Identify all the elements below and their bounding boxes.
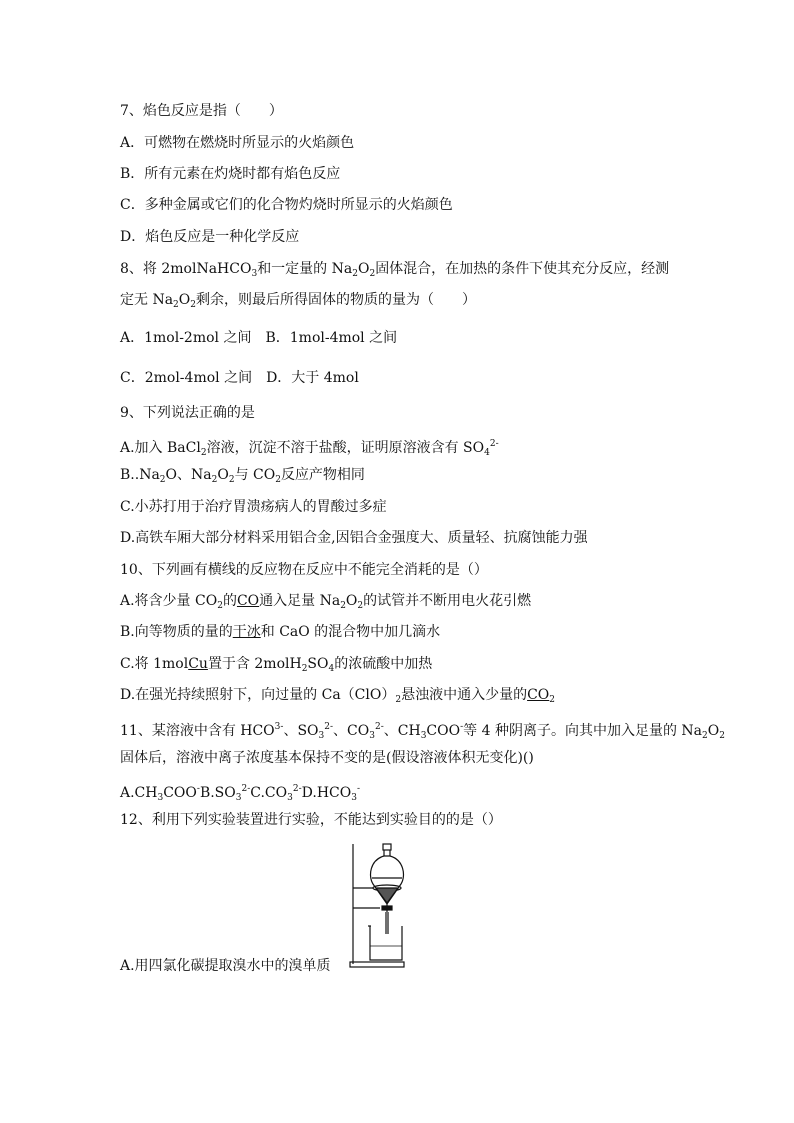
q8-stem-line1 xyxy=(120,259,669,284)
q8-options-ab-text: A．1mol-2mol 之间 B．1mol-4mol 之间 xyxy=(120,330,398,346)
q10-underlined-reactant xyxy=(527,687,555,703)
q10-underlined-reactant: Cu xyxy=(188,656,208,672)
q11-stem-line2-text: 固体后，溶液中离子浓度基本保持不变的是(假设溶液体积无变化)() xyxy=(120,750,534,766)
q10-text: 的浓硫酸中加热 xyxy=(334,656,433,672)
q11-sub: 3 xyxy=(318,731,325,741)
funnel-stopper xyxy=(383,844,391,850)
q11-text: COO xyxy=(426,723,461,739)
q9-sub: 4 xyxy=(484,448,490,458)
q8-text: 定无 Na xyxy=(120,292,174,308)
q11-text: COO xyxy=(163,785,197,801)
q11-sup: 2- xyxy=(324,722,334,732)
q7-option-b-text: B．所有元素在灼烧时都有焰色反应 xyxy=(120,166,341,182)
q11-text: O xyxy=(707,723,720,739)
q9-text: 反应产物相同 xyxy=(280,467,365,483)
q11-text: D.HCO xyxy=(301,785,352,801)
q11-sup: - xyxy=(356,784,360,794)
q10-text: 和 CaO 的混合物中加几滴水 xyxy=(260,624,441,640)
q11-stem-line2 xyxy=(120,748,534,768)
q9-text: O xyxy=(217,467,229,483)
q9-sub: 2 xyxy=(159,475,166,485)
q11-sup: 2- xyxy=(292,784,302,794)
q9-text: A.加入 BaCl xyxy=(120,440,201,456)
q10-option-b xyxy=(120,622,440,642)
q10-sub: 2 xyxy=(395,695,402,705)
q11-text: 、CO xyxy=(333,723,370,739)
q10-option-c xyxy=(120,654,432,679)
q8-options-cd-text: C．2mol-4mol 之间 D．大于 4mol xyxy=(120,370,359,386)
q10-sub: 2 xyxy=(301,664,308,674)
q10-text: D.在强光持续照射下，向过量的 Ca（ClO） xyxy=(120,687,396,703)
q10-sub: 2 xyxy=(217,601,223,611)
q10-option-a xyxy=(120,591,531,616)
q11-sub: 3 xyxy=(420,731,427,741)
q8-stem-line2 xyxy=(120,290,476,315)
q11-sup: - xyxy=(460,722,464,732)
q12-stem-text: 12、利用下列实验装置进行实验，不能达到实验目的的是（） xyxy=(120,812,502,828)
q11-text: C.CO xyxy=(250,785,288,801)
q11-text: 、SO xyxy=(283,723,319,739)
q12-stem xyxy=(120,810,502,830)
q11-text: 11、某溶液中含有 HCO xyxy=(120,723,275,739)
q7-option-c-text: C．多种金属或它们的化合物灼烧时所显示的火焰颜色 xyxy=(120,197,453,213)
q10-text: 置于含 2molH xyxy=(207,656,302,672)
q10-underlined-reactant: CO xyxy=(236,593,260,609)
q9-option-c-text: C.小苏打用于治疗胃溃疡病人的胃酸过多症 xyxy=(120,499,387,515)
q7-option-d-text: D．焰色反应是一种化学反应 xyxy=(120,229,300,245)
q8-text: O xyxy=(357,261,370,277)
q8-text: 和一定量的 Na xyxy=(257,261,353,277)
q11-text: 等 4 种阴离子。向其中加入足量的 Na xyxy=(463,723,702,739)
q8-text: 固体混合，在加热的条件下使其充分反应，经测 xyxy=(375,261,670,277)
q10-text: 的 xyxy=(222,593,237,609)
q10-text: B.向等物质的量的 xyxy=(120,624,233,640)
q8-sub: 2 xyxy=(352,269,358,279)
q10-text: 的试管并不断用电火花引燃 xyxy=(363,593,532,609)
q9-sub: 2 xyxy=(228,475,235,485)
q10-option-d xyxy=(120,685,555,710)
stopcock xyxy=(382,906,392,910)
q10-text: O xyxy=(345,593,358,609)
q11-sup: 2- xyxy=(374,722,384,732)
q10-sub: 4 xyxy=(328,664,335,674)
q12-option-a-text: A.用四氯化碳提取溴水中的溴单质 xyxy=(120,958,331,974)
q9-option-c xyxy=(120,497,387,517)
q9-text: 溶液，沉淀不溶于盐酸，证明原溶液含有 SO xyxy=(206,440,485,456)
q11-options xyxy=(120,779,360,808)
q9-option-a xyxy=(120,434,499,463)
q10-text: 通入足量 Na xyxy=(259,593,341,609)
q7-option-d xyxy=(120,227,299,247)
q11-text: A.CH xyxy=(120,785,158,801)
q8-text: 8、将 2molNaHCO xyxy=(120,261,252,277)
q8-options-cd xyxy=(120,368,359,388)
q10-stem xyxy=(120,560,488,580)
q9-stem-text: 9、下列说法正确的是 xyxy=(120,405,255,421)
q12-option-a xyxy=(120,956,331,976)
q10-stem-text: 10、下列画有横线的反应物在反应中不能完全消耗的是（） xyxy=(120,562,488,578)
q11-sub: 2 xyxy=(702,731,708,741)
q10-text: C.将 1mol xyxy=(120,656,189,672)
q9-text: B..Na xyxy=(120,467,160,483)
q9-option-d-text: D.高铁车厢大部分材料采用铝合金,因铝合金强度大、质量轻、抗腐蚀能力强 xyxy=(120,530,588,546)
q8-text: 剩余，则最后所得固体的物质的量为（ ） xyxy=(196,292,476,308)
q10-sub: 2 xyxy=(340,601,346,611)
stand-base xyxy=(350,962,404,967)
q11-stem-line1 xyxy=(120,717,725,746)
q7-option-a xyxy=(120,133,354,153)
q11-sup: - xyxy=(196,784,200,794)
q7-option-c xyxy=(120,195,453,215)
q7-option-b xyxy=(120,164,340,184)
q11-sub: 2 xyxy=(719,731,725,741)
q11-text: B.SO xyxy=(199,785,236,801)
q11-sub: 3 xyxy=(351,793,357,803)
q9-text: O、Na xyxy=(165,467,212,483)
q9-sub: 2 xyxy=(211,475,218,485)
q11-text: 、CH xyxy=(383,723,421,739)
q11-sup: 3- xyxy=(274,722,284,732)
q7-stem-text: 7、焰色反应是指（ ） xyxy=(120,103,283,119)
q8-options-ab xyxy=(120,328,397,348)
q10-text: A.将含少量 CO xyxy=(120,593,218,609)
q9-sub: 2 xyxy=(275,475,281,485)
q9-sub: 2 xyxy=(200,448,207,458)
q9-option-d xyxy=(120,528,588,548)
q8-sub: 2 xyxy=(369,269,376,279)
q10-sub: 2 xyxy=(357,601,364,611)
q9-option-b xyxy=(120,465,365,490)
q11-sub: 3 xyxy=(235,793,242,803)
q8-text: O xyxy=(178,292,191,308)
q11-sub: 3 xyxy=(157,793,164,803)
q9-stem xyxy=(120,403,255,423)
q9-text: 与 CO xyxy=(234,467,276,483)
q7-stem xyxy=(120,101,283,121)
q10-underlined-reactant: 干冰 xyxy=(232,624,261,640)
q10-sub: 2 xyxy=(549,695,556,705)
q10-text: 悬浊液中通入少量的 xyxy=(401,687,528,703)
q8-sub: 2 xyxy=(190,300,196,310)
q11-sup: 2- xyxy=(241,784,251,794)
q8-sub: 2 xyxy=(173,300,179,310)
q10-text: SO xyxy=(307,656,329,672)
q11-sub: 3 xyxy=(287,793,293,803)
q8-sub: 3 xyxy=(251,269,258,279)
q9-sup: 2- xyxy=(489,439,499,449)
q11-sub: 3 xyxy=(369,731,375,741)
q7-option-a-text: A．可燃物在燃烧时所显示的火焰颜色 xyxy=(120,135,355,151)
q10-text: CO xyxy=(527,687,550,703)
separatory-funnel-apparatus xyxy=(340,842,410,972)
